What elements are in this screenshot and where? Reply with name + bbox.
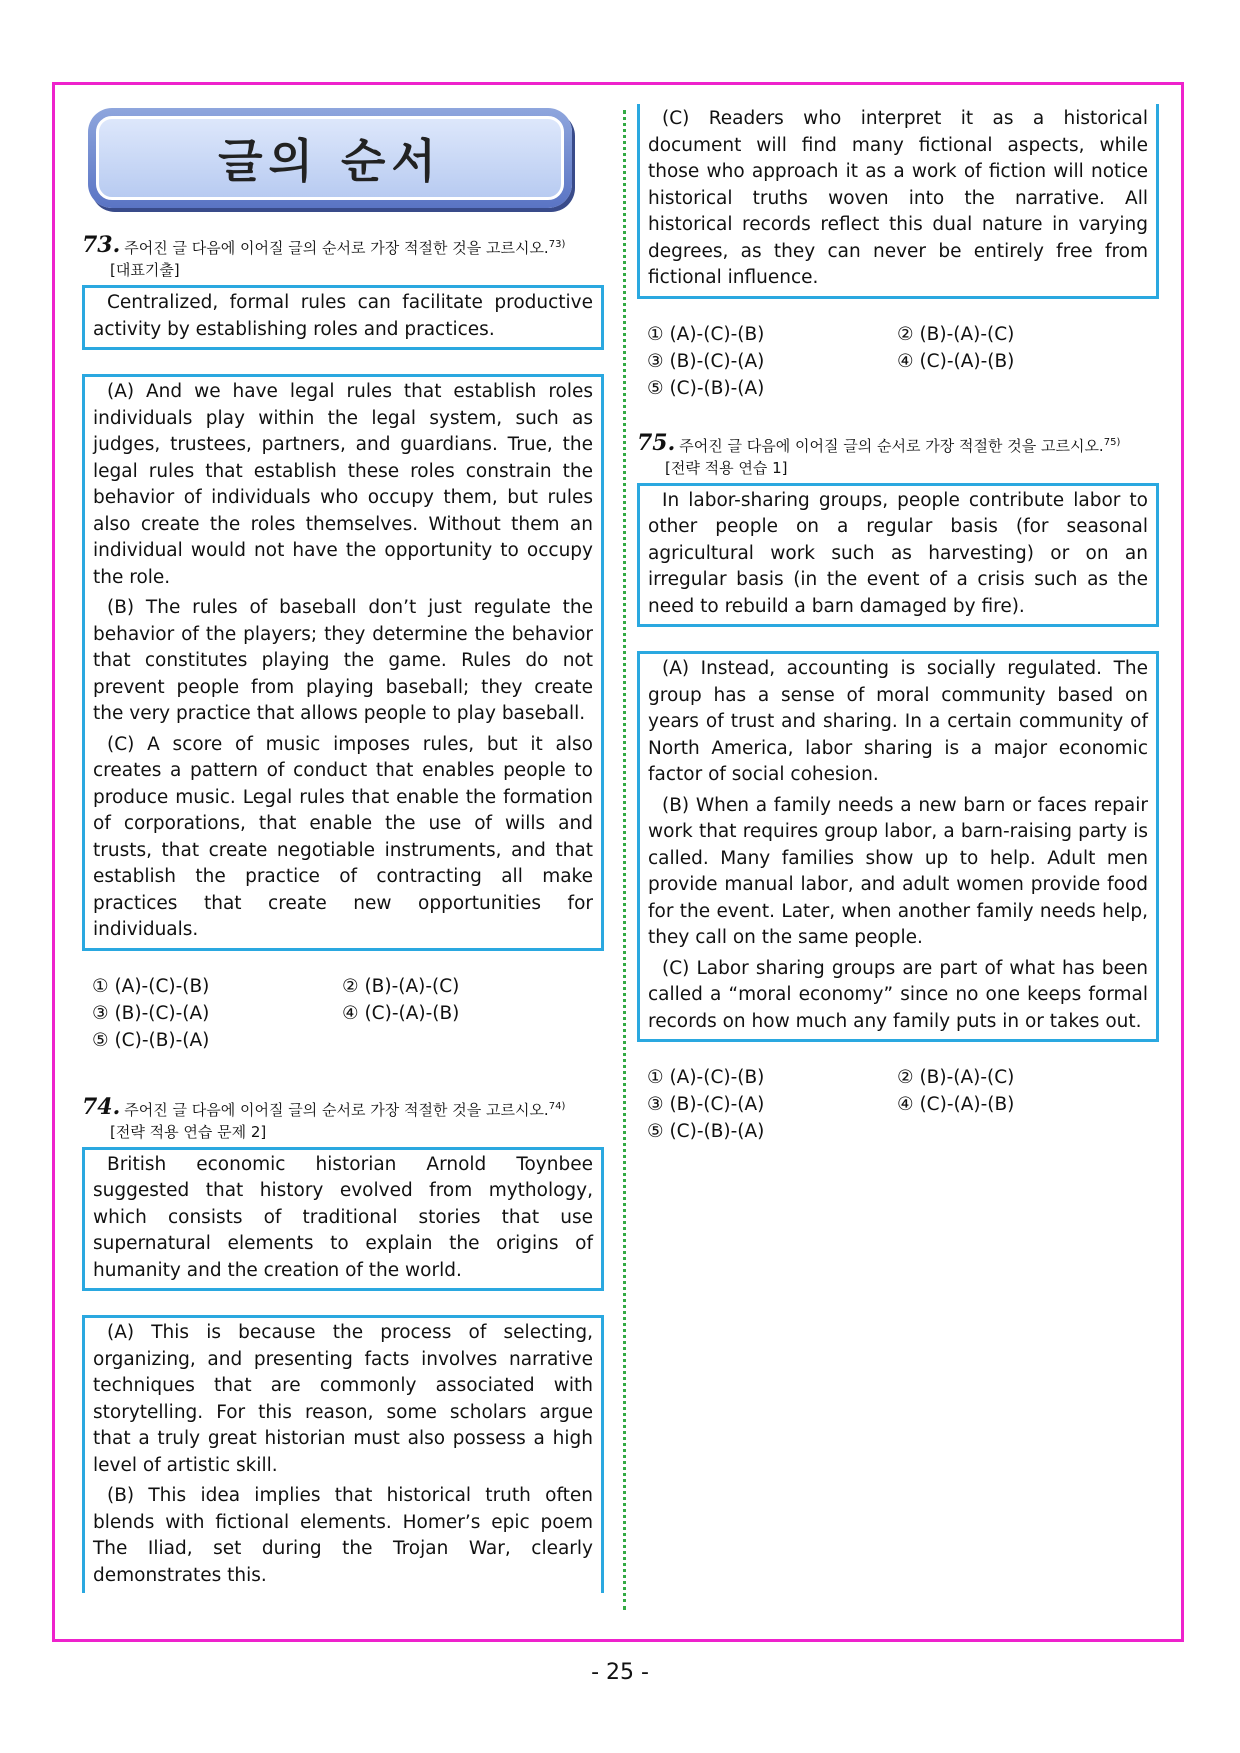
choice-3[interactable]: ③ (B)-(C)-(A) [92,1002,210,1024]
title-banner [88,108,572,208]
answer-choices [82,973,604,1054]
passages-box [637,651,1159,1042]
choice-1[interactable]: ① (A)-(C)-(B) [92,975,210,997]
choice-2[interactable]: ② (B)-(A)-(C) [342,975,460,997]
question-tag: [전략 적용 연습 1] [665,458,788,477]
left-column [82,108,604,1593]
passages-box [82,374,604,951]
choice-3[interactable]: ③ (B)-(C)-(A) [647,350,765,372]
question-number: 73. [82,232,121,258]
choice-3[interactable]: ③ (B)-(C)-(A) [647,1094,765,1115]
passage-c: (C) Labor sharing groups are part of what has been called a “moral economy” since no one keeps formal records on how much any family puts in or takes out. [648,957,1148,1032]
given-passage [82,285,604,350]
title-banner-inner [96,116,564,200]
question-prompt: 주어진 글 다음에 이어질 글의 순서로 가장 적절한 것을 고르시오.$^{74)}$ [124,1100,566,1119]
answer-choices [637,321,1159,402]
footnote-ref: 73) [548,239,566,250]
choice-1[interactable]: ① (A)-(C)-(B) [647,1067,765,1088]
passage-b: (B) The rules of baseball don’t just regulate the behavior of the players; they determine the behavior that constitutes playing the game. Rules do not prevent people from playing baseball; they create the very practice that allows people to play baseball. [93,597,593,724]
right-column [637,108,1159,1145]
choice-5[interactable]: ⑤ (C)-(B)-(A) [647,1121,765,1142]
question-number: 74. [82,1093,121,1120]
page-number: - 25 - [591,1660,649,1685]
choice-4[interactable]: ④ (C)-(A)-(B) [897,1094,1015,1115]
choice-5[interactable]: ⑤ (C)-(B)-(A) [647,377,765,399]
answer-choices [637,1064,1159,1145]
choice-2[interactable]: ② (B)-(A)-(C) [897,323,1015,345]
given-text: Centralized, formal rules can facilitate productive activity by establishing roles and practices. [93,292,593,340]
question-prompt: 주어진 글 다음에 이어질 글의 순서로 가장 적절한 것을 고르시오.$^{73)}$ [124,239,566,257]
passage-a: (A) Instead, accounting is socially regulated. The group has a sense of moral community based on years of trust and sharing. In a certain community of North America, labor sharing is a major economic factor of social cohesion. [648,658,1148,785]
passage-b: (B) This idea implies that historical truth often blends with fictional elements. Homer’s epic poem The Iliad, set during the Trojan War, clearly demonstrates this. [93,1485,593,1586]
footnote-ref: 75) [1103,436,1121,448]
choice-4[interactable]: ④ (C)-(A)-(B) [897,350,1015,372]
passage-a: (A) And we have legal rules that establish roles individuals play within the legal system, such as judges, trustees, partners, and guardians. True, the legal rules that establish these roles constrain the behavior of individuals who occupy them, but rules also create the roles themselves. Without them an individual would not have the opportunity to occupy the role. [93,381,593,588]
question-73 [82,234,604,1054]
choice-5[interactable]: ⑤ (C)-(B)-(A) [92,1029,210,1051]
passages-box [82,1315,604,1593]
passage-c: (C) Readers who interpret it as a historical document will find many fictional aspects, while those who approach it as a work of fiction will notice historical truths woven into the narrative. All historical records reflect this dual nature in varying degrees, as they can never be entirely free from fictional influence. [648,108,1148,288]
choice-1[interactable]: ① (A)-(C)-(B) [647,323,765,345]
given-passage [82,1147,604,1292]
question-header [82,234,604,259]
question-header [637,429,1159,457]
question-75 [637,429,1159,1146]
given-text: British economic historian Arnold Toynbee suggested that history evolved from mythology, which consists of traditional stories that use supernatural elements to explain the origins of humanity and the creation of the world. [93,1153,593,1281]
page-title: 글의 순서 [218,134,442,188]
given-text: In labor-sharing groups, people contribute labor to other people on a regular basis (for seasonal agricultural work such as harvesting) or on an irregular basis (in the event of a crisis such as the need to rebuild a barn damaged by fire). [648,489,1148,617]
question-74 [82,1093,604,1594]
passage-b: (B) When a family needs a new barn or faces repair work that requires group labor, a barn-raising party is called. Many families show up to help. Adult men provide manual labor, and adult women provide food for the event. Later, when another family needs help, they call on the same people. [648,794,1148,948]
column-divider [623,110,626,1610]
choice-4[interactable]: ④ (C)-(A)-(B) [342,1002,460,1024]
passage-c: (C) A score of music imposes rules, but it also creates a pattern of conduct that enables people to produce music. Legal rules that enable the formation of corporations, that enable the use of wills and trusts, that create negotiable instruments, and that establish the practice of contracting all make practices that create new opportunities for individuals. [93,733,593,940]
question-header [82,1093,604,1121]
question-prompt: 주어진 글 다음에 이어질 글의 순서로 가장 적절한 것을 고르시오.$^{75)}$ [679,436,1121,455]
footnote-ref: 74) [548,1100,566,1112]
passages-box-continued [637,104,1159,299]
question-tag: [전략 적용 연습 문제 2] [110,1122,267,1141]
passage-a: (A) This is because the process of selecting, organizing, and presenting facts involves narrative techniques that are commonly associated with storytelling. For this reason, some scholars argue that a truly great historian must also possess a high level of artistic skill. [93,1322,593,1476]
given-passage [637,483,1159,628]
question-number: 75. [637,429,676,456]
choice-2[interactable]: ② (B)-(A)-(C) [897,1067,1015,1088]
question-tag: [대표기출] [110,261,180,279]
